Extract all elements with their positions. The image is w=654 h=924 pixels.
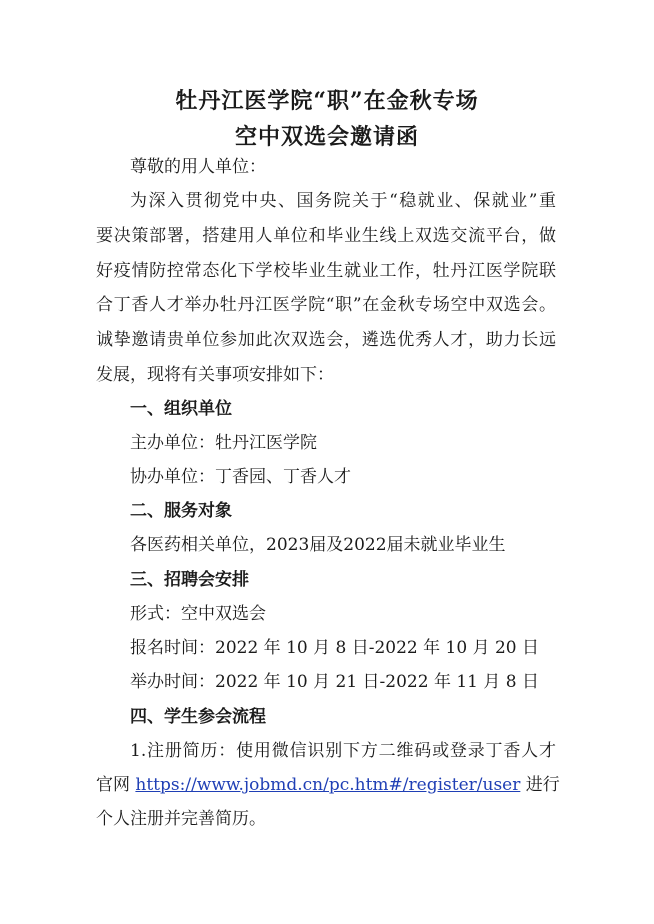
registration-period: 报名时间：2022 年 10 月 8 日-2022 年 10 月 20 日 xyxy=(130,638,540,658)
document-title-line1: 牡丹江医学院“职”在金秋专场 xyxy=(175,88,479,114)
salutation: 尊敬的用人单位： xyxy=(130,157,266,177)
intro-line-5: 诚挚邀请贵单位参加此次双选会，遴选优秀人才，助力长远 xyxy=(96,330,556,350)
section-heading-arrangement: 三、招聘会安排 xyxy=(130,570,249,590)
audience-text: 各医药相关单位，2023届及2022届未就业毕业生 xyxy=(130,535,506,555)
register-link[interactable]: https://www.jobmd.cn/pc.htm#/register/user xyxy=(135,775,521,795)
co-organizer: 协办单位：丁香园、丁香人才 xyxy=(130,467,351,487)
step1-prefix: 官网 xyxy=(96,775,136,795)
section-heading-organizers: 一、组织单位 xyxy=(130,399,232,419)
step1-line-2 xyxy=(96,774,560,796)
intro-line-2: 要决策部署，搭建用人单位和毕业生线上双选交流平台，做 xyxy=(96,226,556,246)
step1-line-3: 个人注册并完善简历。 xyxy=(96,809,266,829)
section-heading-student-process: 四、学生参会流程 xyxy=(130,707,266,727)
fair-format: 形式：空中双选会 xyxy=(130,604,266,624)
step1-line-1: 1.注册简历：使用微信识别下方二维码或登录丁香人才 xyxy=(130,741,556,761)
intro-line-1: 为深入贯彻党中央、国务院关于“稳就业、保就业”重 xyxy=(130,191,556,211)
intro-line-4: 合丁香人才举办牡丹江医学院“职”在金秋专场空中双选会。 xyxy=(96,295,556,315)
section-heading-audience: 二、服务对象 xyxy=(130,501,232,521)
document-title-line2: 空中双选会邀请函 xyxy=(234,124,419,150)
holding-period: 举办时间：2022 年 10 月 21 日-2022 年 11 月 8 日 xyxy=(130,672,540,692)
host-organizer: 主办单位：牡丹江医学院 xyxy=(130,433,317,453)
intro-line-3: 好疫情防控常态化下学校毕业生就业工作，牡丹江医学院联 xyxy=(96,261,556,281)
intro-line-6: 发展，现将有关事项安排如下： xyxy=(96,365,334,385)
step1-suffix: 进行 xyxy=(520,775,560,795)
